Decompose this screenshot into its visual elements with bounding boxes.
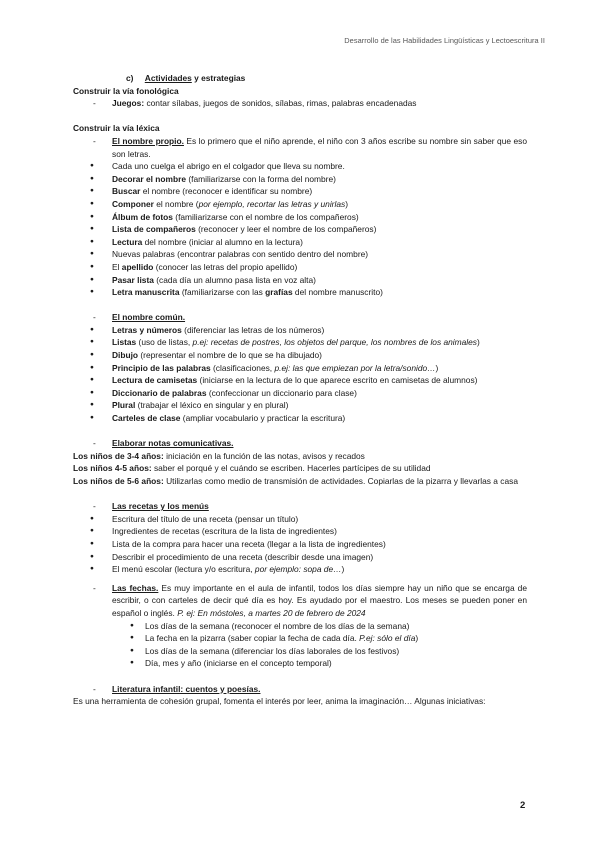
list-item: ● Lectura de camisetas (iniciarse en la lectura de lo que aparece escrito en camisetas de alumnos) — [73, 374, 527, 387]
list-item: ● Lista de compañeros (reconocer y leer el nombre de los compañeros) — [73, 223, 527, 236]
notas-line: Los niños de 5-6 años: Utilizarlas como medio de transmisión de actividades. Copiarlas de la pizarra y llevarlas a casa — [73, 476, 518, 486]
recetas-bullets — [73, 513, 527, 576]
list-item: ● Lectura del nombre (iniciar al alumno en la lectura) — [73, 236, 527, 249]
list-item: ● Letras y números (diferenciar las letras de los números) — [73, 324, 527, 337]
notas-lines — [73, 450, 527, 488]
list-item: ● Carteles de clase (ampliar vocabulario y practicar la escritura) — [73, 412, 527, 425]
list-item: ● Listas (uso de listas, p.ej: recetas de postres, los objetos del parque, los nombres de los animales) — [73, 336, 527, 349]
list-item: ● Día, mes y año (iniciarse en el concepto temporal) — [73, 657, 527, 670]
fechas-bullets — [73, 620, 527, 670]
list-item: ● Principio de las palabras (clasificaciones, p.ej: las que empiezan por la letra/sonido…) — [73, 362, 527, 375]
list-item: ● Los días de la semana (diferenciar los días laborales de los festivos) — [73, 645, 527, 658]
list-item: ● La fecha en la pizarra (saber copiar la fecha de cada día. P.ej: sólo el día) — [73, 632, 527, 645]
document-body — [73, 72, 527, 708]
fonologica-heading: Construir la vía fonológica — [73, 85, 179, 96]
recetas-list — [73, 500, 527, 513]
list-item: ● Nuevas palabras (encontrar palabras con sentido dentro del nombre) — [73, 248, 527, 261]
literatura-text: Es una herramienta de cohesión grupal, fomenta el interés por leer, anima la imaginación… Algunas iniciativas: — [73, 696, 486, 707]
title-main: Actividades — [144, 73, 192, 83]
list-item: ● Álbum de fotos (familiarizarse con el nombre de los compañeros) — [73, 211, 527, 224]
comun-list — [73, 311, 527, 324]
list-item: - Las recetas y los menús — [73, 500, 527, 513]
list-item: - Elaborar notas comunicativas. — [73, 437, 527, 450]
list-item: ● Plural (trabajar el léxico en singular y en plural) — [73, 399, 527, 412]
list-item: ● Pasar lista (cada día un alumno pasa lista en voz alta) — [73, 274, 527, 287]
notas-list — [73, 437, 527, 450]
list-item: ● Dibujo (representar el nombre de lo que se ha dibujado) — [73, 349, 527, 362]
list-item: ● Describir el procedimiento de una receta (describir desde una imagen) — [73, 551, 527, 564]
list-item: ● Componer el nombre (por ejemplo, recortar las letras y unirlas) — [73, 198, 527, 211]
list-item: ● Ingredientes de recetas (escritura de la lista de ingredientes) — [73, 525, 527, 538]
list-item: ● Buscar el nombre (reconocer e identificar su nombre) — [73, 185, 527, 198]
running-header: Desarrollo de las Habilidades Lingüísticas y Lectoescritura II — [344, 36, 545, 45]
list-item: ● Lista de la compra para hacer una receta (llegar a la lista de ingredientes) — [73, 538, 527, 551]
page-number: 2 — [520, 800, 526, 811]
list-item: ● Letra manuscrita (familiarizarse con las grafías del nombre manuscrito) — [73, 286, 527, 299]
fechas-list — [73, 582, 527, 620]
literatura-list — [73, 683, 527, 696]
lexica-heading: Construir la vía léxica — [73, 123, 160, 134]
comun-bullets — [73, 324, 527, 425]
section-title — [73, 72, 527, 85]
list-item: - El nombre propio. Es lo primero que el niño aprende, el niño con 3 años escribe su nombre sin saber que eso son letras. — [73, 135, 527, 160]
list-item: ● Decorar el nombre (familiarizarse con la forma del nombre) — [73, 173, 527, 186]
list-item: ● Diccionario de palabras (confeccionar un diccionario para clase) — [73, 387, 527, 400]
list-item: ● Cada uno cuelga el abrigo en el colgador que lleva su nombre. — [73, 160, 527, 173]
list-item: - Juegos: contar sílabas, juegos de sonidos, sílabas, rimas, palabras encadenadas — [73, 97, 527, 110]
title-prefix: c) — [126, 73, 134, 83]
list-item: ● Los días de la semana (reconocer el nombre de los días de la semana) — [73, 620, 527, 633]
title-rest: y estrategias — [191, 73, 246, 83]
fonologica-list — [73, 97, 527, 110]
notas-line: Los niños 4-5 años: saber el porqué y el cuándo se escriben. Hacerles partícipes de su utilidad — [73, 463, 431, 474]
notas-line: Los niños de 3-4 años: iniciación en la función de las notas, avisos y recados — [73, 450, 365, 461]
lexica-bullets — [73, 160, 527, 299]
list-item: ● El apellido (conocer las letras del propio apellido) — [73, 261, 527, 274]
list-item: - Las fechas. Es muy importante en el aula de infantil, todos los días siempre hay un niño que se encarga de escribir, o con carteles de decir qué día es hoy. Es ayudado por el maestro. Los meses se pueden poner en español o inglés. P. ej: En móstoles, a martes 20 de febrero de 2024 — [73, 582, 527, 620]
list-item: - El nombre común. — [73, 311, 527, 324]
list-item: ● Escritura del título de una receta (pensar un título) — [73, 513, 527, 526]
lexica-list — [73, 135, 527, 160]
list-item: - Literatura infantil: cuentos y poesías. — [73, 683, 527, 696]
list-item: ● El menú escolar (lectura y/o escritura, por ejemplo: sopa de…) — [73, 563, 527, 576]
